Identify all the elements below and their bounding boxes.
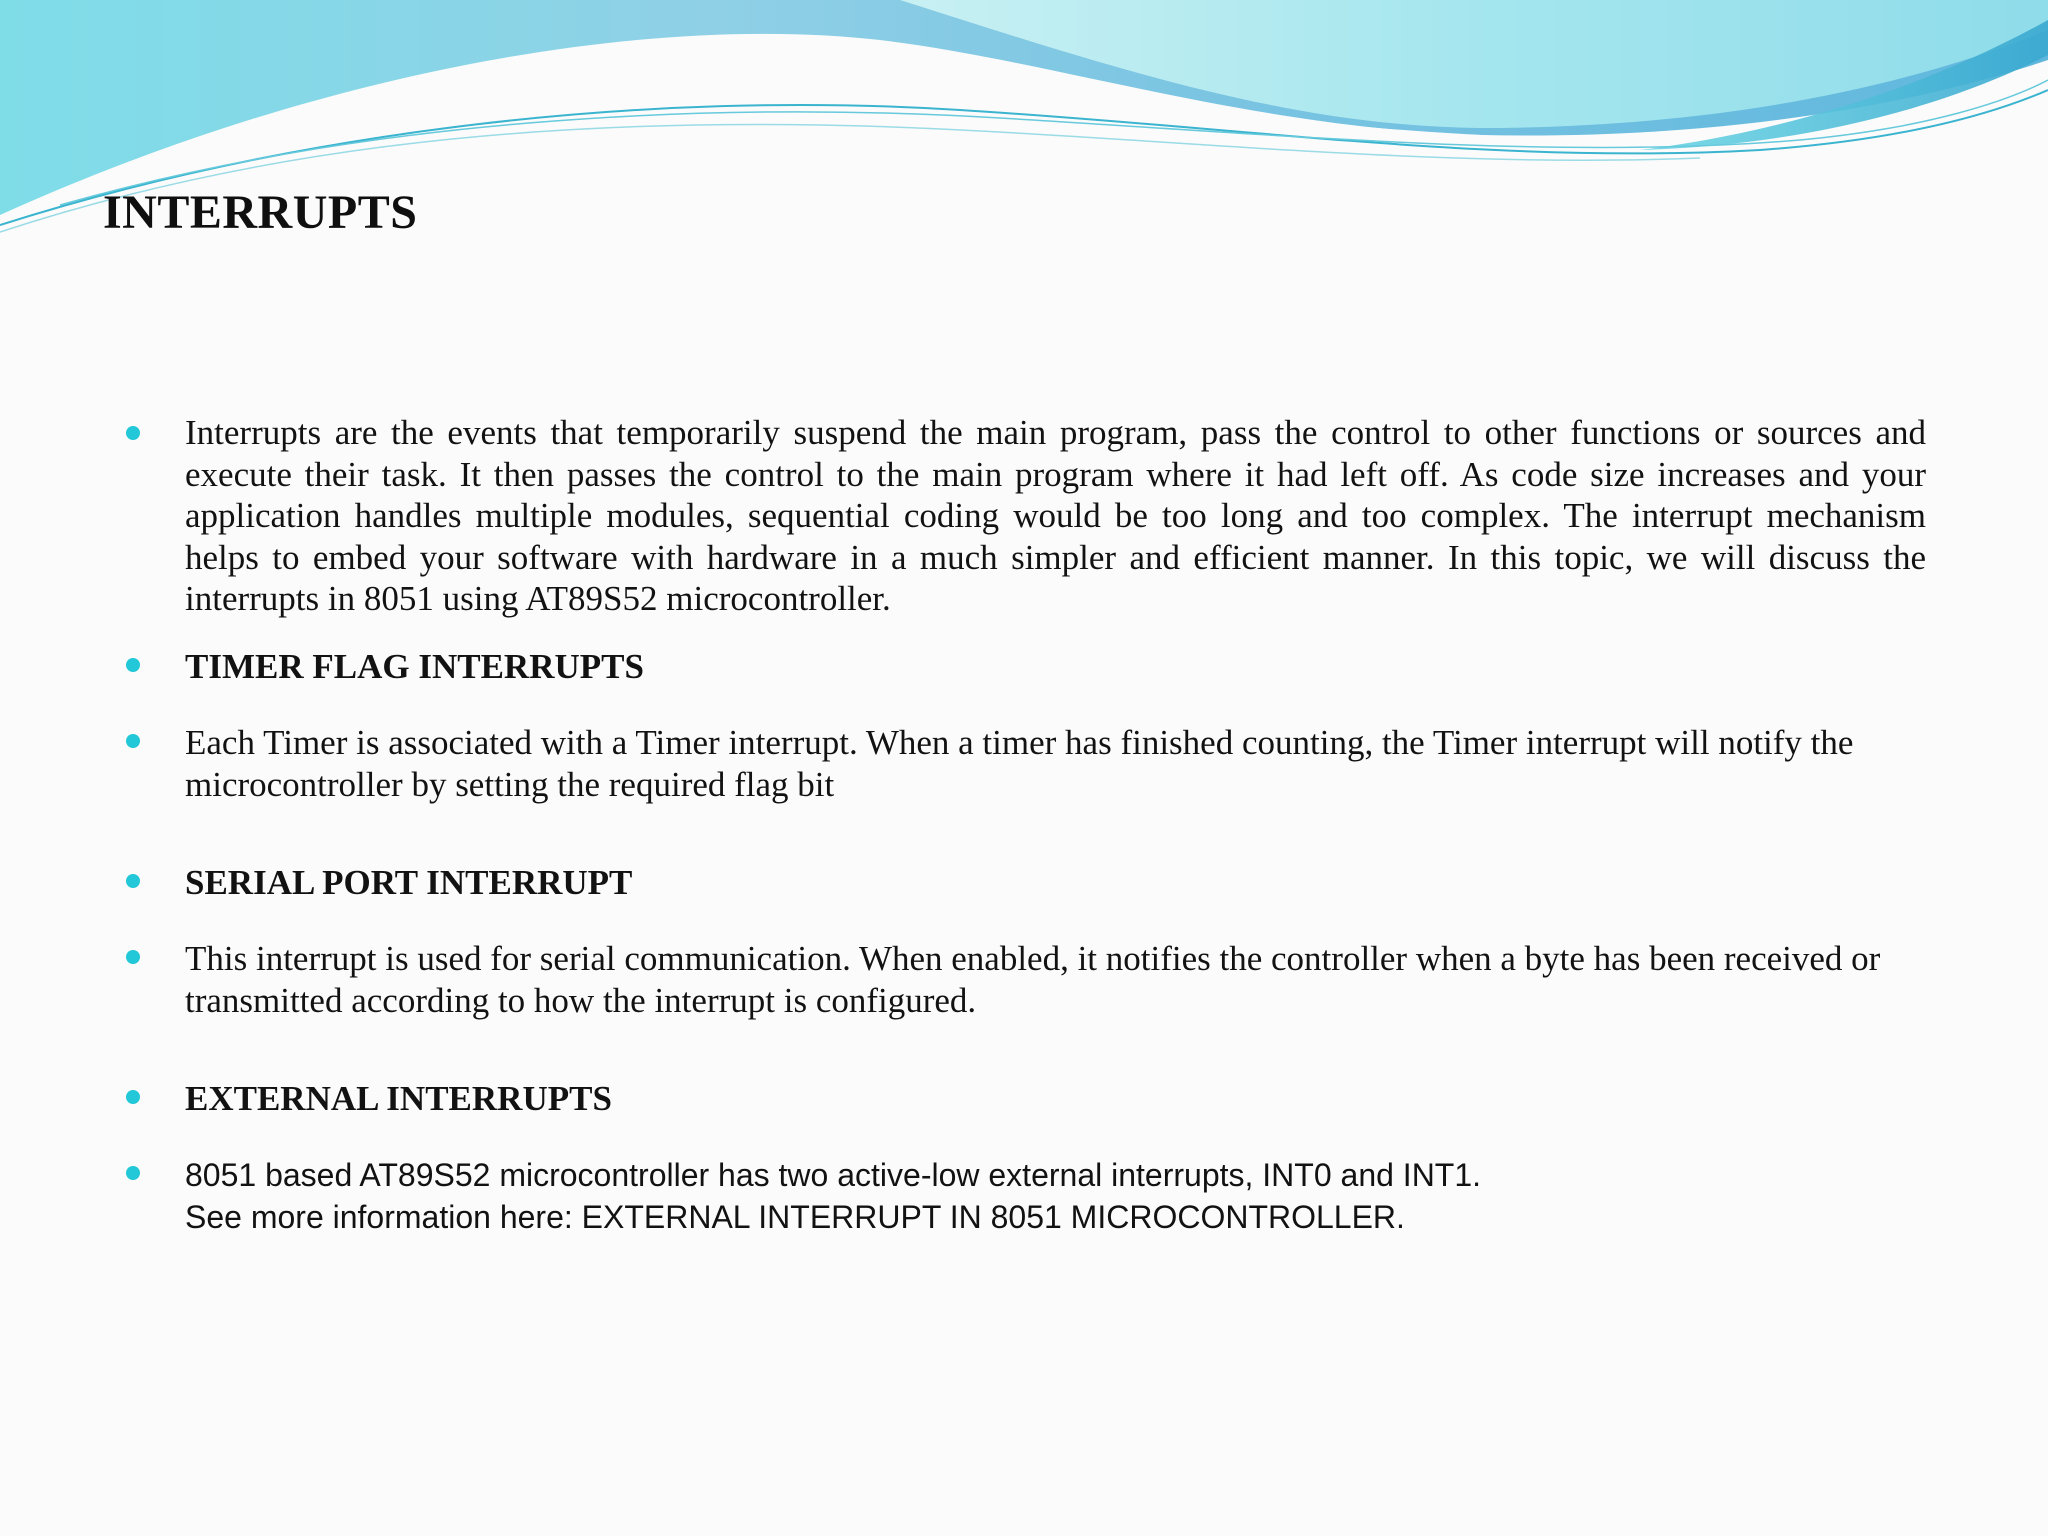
- bullet-dot-icon: [126, 734, 140, 748]
- bullet-dot-icon: [126, 426, 140, 440]
- bullet-heading: EXTERNAL INTERRUPTS: [185, 1079, 612, 1118]
- bullet-text-line-1: 8051 based AT89S52 microcontroller has two active-low external interrupts, INT0 and INT1.: [185, 1157, 1482, 1193]
- bullet-text: [185, 1154, 1926, 1238]
- bullet-text: Interrupts are the events that temporarily suspend the main program, pass the control to other functions or sources and execute their task. It then passes the control to the main program where it had left off. As code size increases and your application handles multiple modules, sequential coding would be too long and too complex. The interrupt mechanism helps to embed your software with hardware in a much simpler and efficient manner. In this topic, we will discuss the interrupts in 8051 using AT89S52 microcontroller.: [185, 413, 1926, 618]
- bullet-dot-icon: [126, 950, 140, 964]
- bullet-dot-icon: [126, 874, 140, 888]
- bullet-dot-icon: [126, 1090, 140, 1104]
- bullet-text: Each Timer is associated with a Timer interrupt. When a timer has finished counting, the Timer interrupt will notify the microcontroller by setting the required flag bit: [185, 723, 1854, 804]
- bullet-dot-icon: [126, 1166, 140, 1180]
- slide-title: INTERRUPTS: [103, 186, 418, 239]
- bullet-dot-icon: [126, 658, 140, 672]
- bullet-heading: TIMER FLAG INTERRUPTS: [185, 647, 644, 686]
- bullet-heading: SERIAL PORT INTERRUPT: [185, 863, 633, 902]
- bullet-text: This interrupt is used for serial communication. When enabled, it notifies the controller when a byte has been received or transmitted according to how the interrupt is configured.: [185, 939, 1881, 1020]
- bullet-text-line-2: See more information here: EXTERNAL INTERRUPT IN 8051 MICROCONTROLLER.: [185, 1199, 1405, 1235]
